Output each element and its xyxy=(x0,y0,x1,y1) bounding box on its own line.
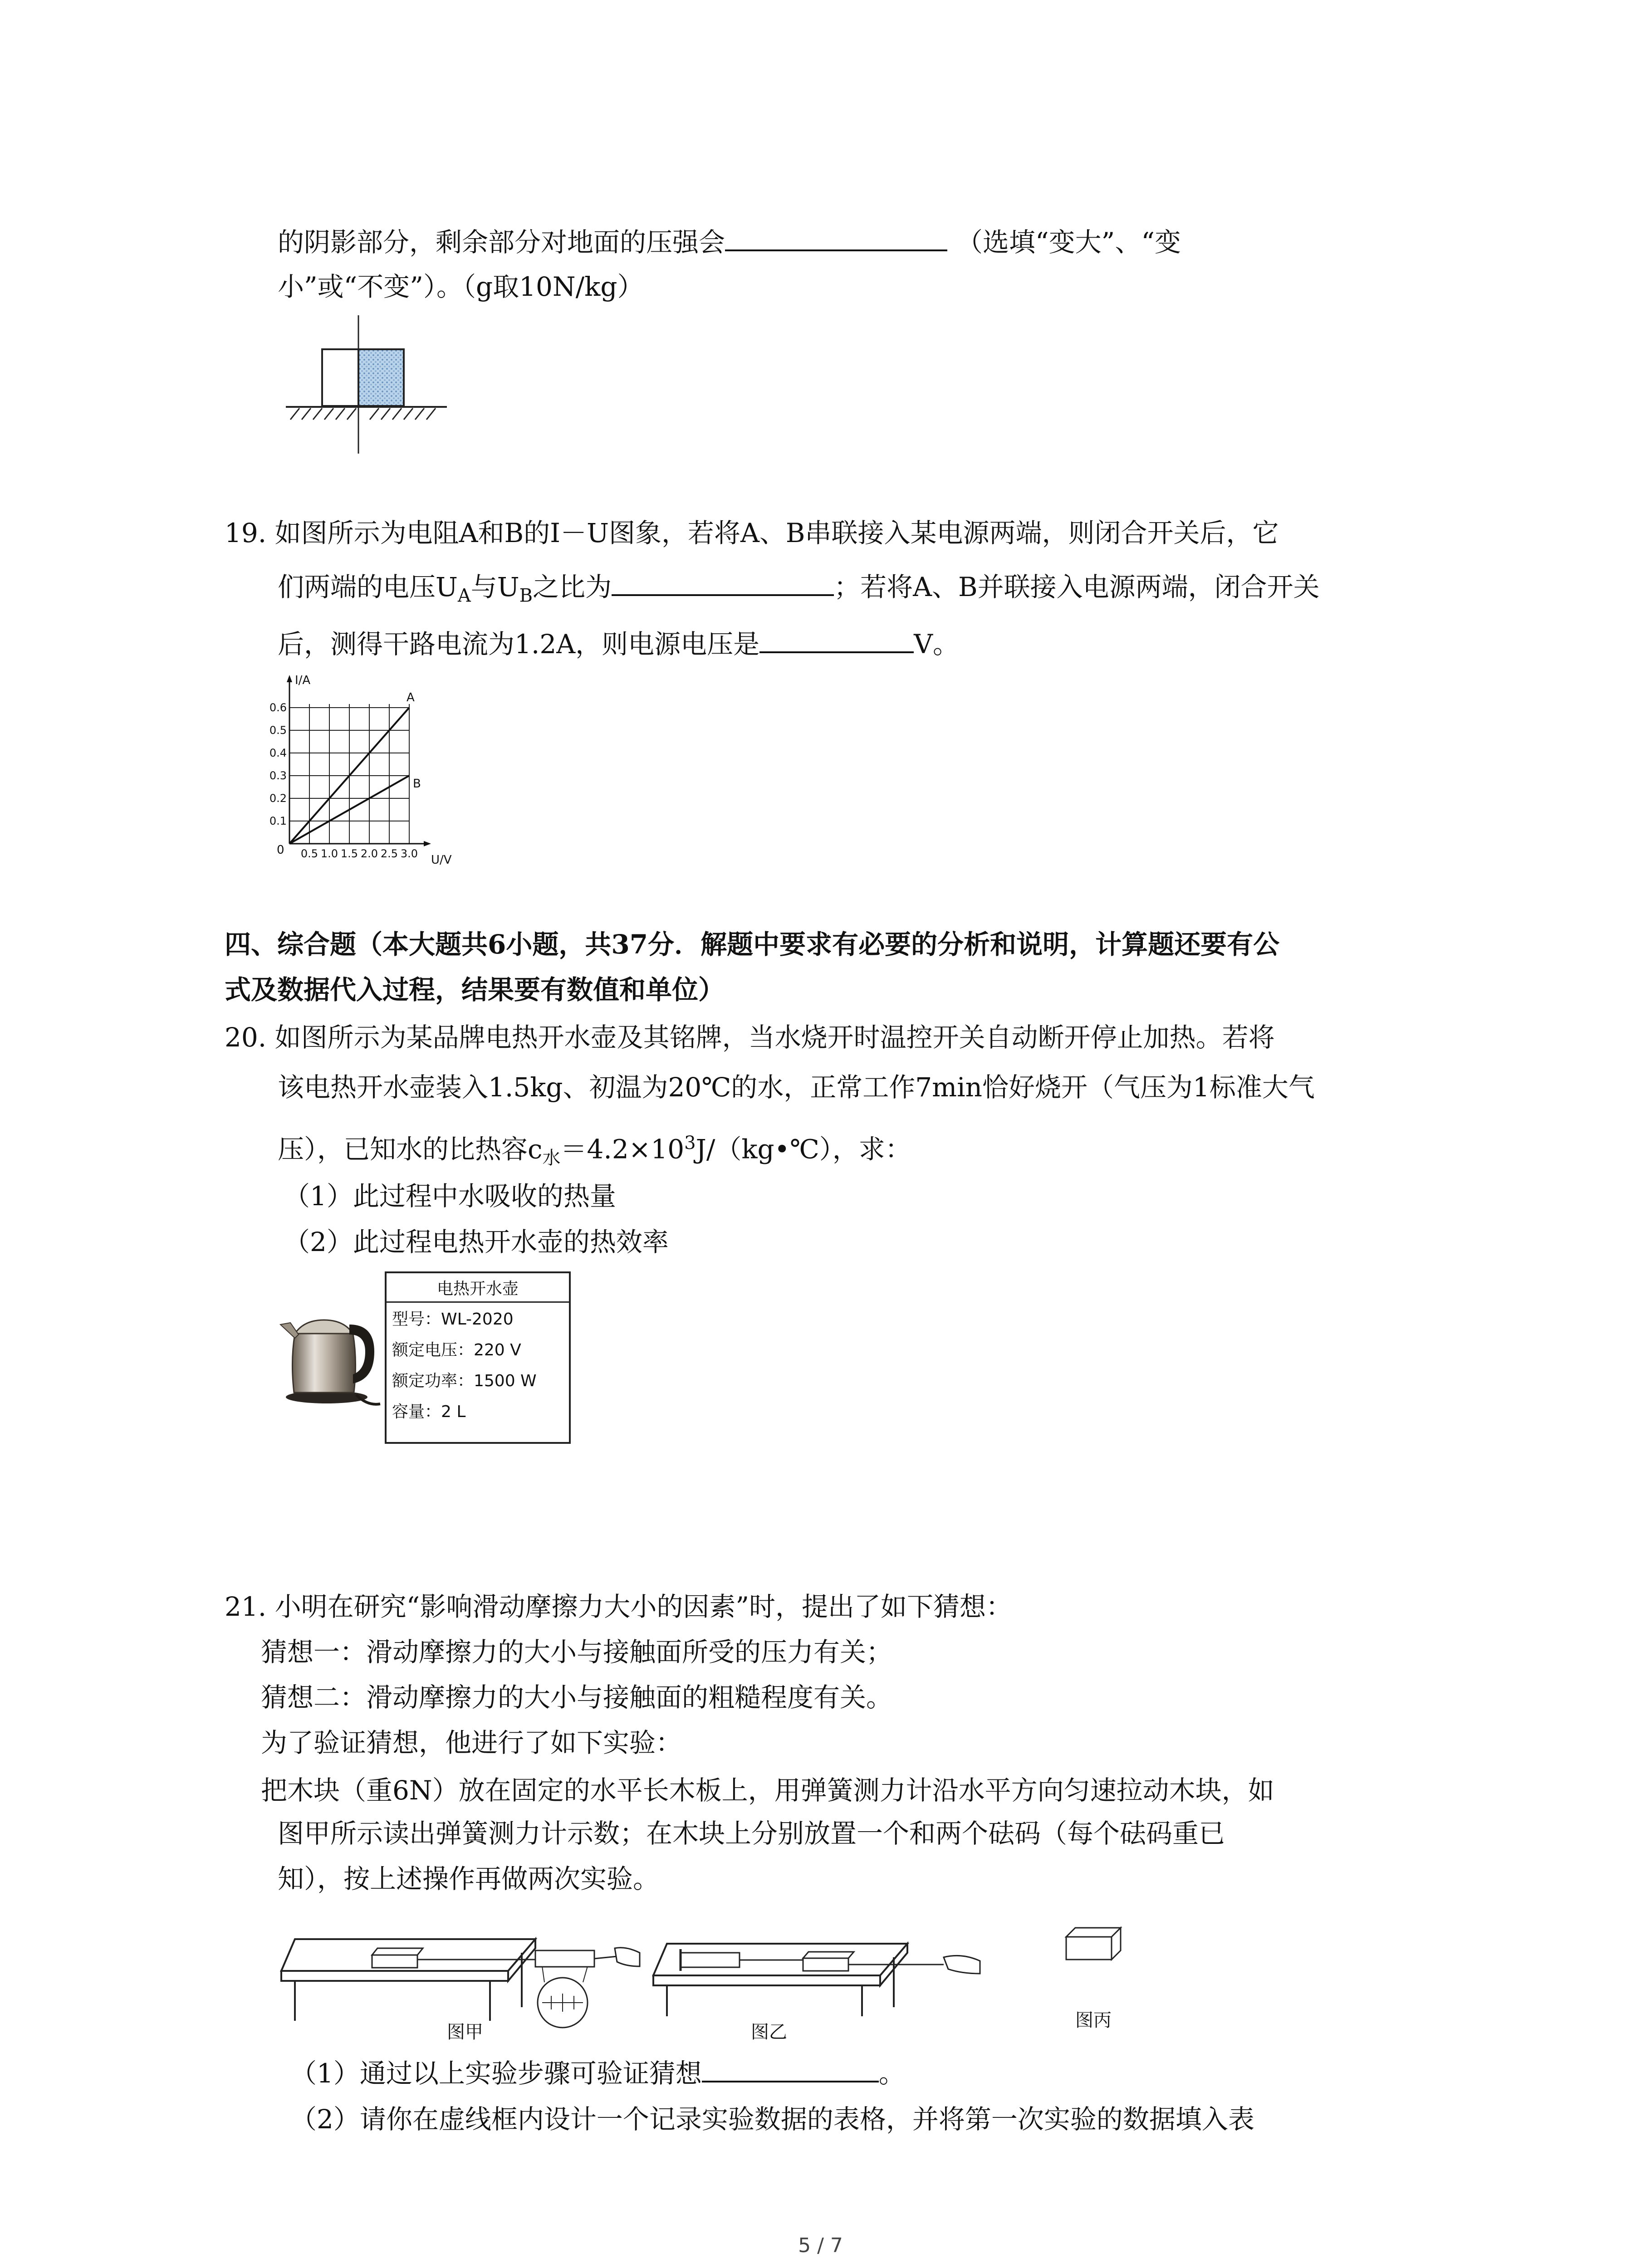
q19-xtick: 1.0 xyxy=(320,847,338,860)
experiment-figure-b xyxy=(653,1907,1007,2016)
q18-block-figure xyxy=(281,313,454,458)
q19-xtick: 3.0 xyxy=(400,847,418,860)
q19-xtick: 2.0 xyxy=(360,847,378,860)
q18-block-shaded xyxy=(358,349,404,406)
q19-voltage-blank[interactable] xyxy=(759,623,914,653)
wood-block xyxy=(372,1955,417,1968)
q21-subquestion-1: （1）通过以上实验步骤可验证猜想 。 xyxy=(290,2053,905,2092)
q21-line6: 图甲所示读出弹簧测力计示数；在木块上分别放置一个和两个砝码（每个砝码重已 xyxy=(278,1818,1225,1849)
figure-a-caption: 图甲 xyxy=(447,2022,483,2043)
q19-ylabel: I/A xyxy=(295,674,311,687)
q19-line3: 后，测得干路电流为1.2A，则电源电压是 V。 xyxy=(278,623,959,663)
q19-line1: 19. 如图所示为电阻A和B的I－U图象，若将A、B串联接入某电源两端，则闭合开关后，它 xyxy=(225,518,1279,548)
q21-line4: 为了验证猜想，他进行了如下实验： xyxy=(261,1727,682,1758)
q21-line5: 把木块（重6N）放在固定的水平长木板上，用弹簧测力计沿水平方向匀速拉动木块，如 xyxy=(261,1775,1274,1806)
q21-line1: 21. 小明在研究“影响滑动摩擦力大小的因素”时，提出了如下猜想： xyxy=(225,1591,1012,1622)
q19-ytick: 0.1 xyxy=(269,815,287,827)
nameplate-power: 额定功率：1500 W xyxy=(392,1372,537,1390)
q20-subquestion-1: （1）此过程中水吸收的热量 xyxy=(284,1181,616,1212)
q21-line3: 猜想二：滑动摩擦力的大小与接触面的粗糙程度有关。 xyxy=(261,1682,893,1713)
nameplate-title: 电热开水壶 xyxy=(387,1273,569,1303)
q18-line1: 的阴影部分，剩余部分对地面的压强会 （选填“变大”、“变 xyxy=(278,221,1181,261)
q19-ytick: 0.4 xyxy=(269,747,287,759)
q19-label-a: A xyxy=(407,691,415,704)
wood-block-b xyxy=(803,1958,848,1971)
q19-ytick: 0.3 xyxy=(269,769,287,782)
section4-heading-line2: 式及数据代入过程，结果要有数值和单位） xyxy=(225,974,725,1005)
spring-scale xyxy=(535,1950,594,1967)
q19-ytick: 0.2 xyxy=(269,792,287,805)
q20-nameplate xyxy=(385,1271,571,1444)
experiment-figure-a xyxy=(281,1903,644,2030)
q18-answer-blank[interactable] xyxy=(725,221,947,251)
q20-line2: 该电热开水壶装入1.5kg、初温为20℃的水，正常工作7min恰好烧开（气压为1标准大气 xyxy=(278,1072,1315,1103)
spring-scale-b xyxy=(681,1953,740,1967)
q19-ytick: 0.5 xyxy=(269,724,287,737)
nameplate-voltage: 额定电压：220 V xyxy=(392,1341,521,1359)
q20-line1: 20. 如图所示为某品牌电热开水壶及其铭牌，当水烧开时温控开关自动断开停止加热。若将 xyxy=(225,1022,1275,1053)
q19-iu-graph xyxy=(269,671,526,871)
q19-origin: 0 xyxy=(277,843,284,857)
q21-guess-blank[interactable] xyxy=(702,2053,879,2082)
nameplate-model: 型号：WL-2020 xyxy=(392,1310,514,1329)
page-number: 5 / 7 xyxy=(798,2234,843,2257)
q21-line2: 猜想一：滑动摩擦力的大小与接触面所受的压力有关； xyxy=(261,1637,893,1667)
q21-line7: 知），按上述操作再做两次实验。 xyxy=(278,1863,660,1894)
figure-c-caption: 图丙 xyxy=(1075,2010,1112,2031)
q19-line2: 们两端的电压$U_A$与$U_B$之比为 ；若将A、B并联接入电源两端，闭合开关 xyxy=(278,566,1320,615)
q19-xtick: 0.5 xyxy=(300,847,318,860)
q20-line3: 压），已知水的比热容$c_水=4.2\times 10^3J/(kg•℃)$，求： xyxy=(278,1133,911,1168)
q19-xlabel: U/V xyxy=(431,853,452,867)
q18-line2: 小”或“不变”）。（g取10N/kg） xyxy=(278,271,644,302)
kettle-icon xyxy=(277,1306,381,1415)
q19-label-b: B xyxy=(413,777,421,791)
q19-xtick: 2.5 xyxy=(380,847,398,860)
q19-ratio-blank[interactable] xyxy=(612,566,834,596)
q20-subquestion-2: （2）此过程电热开水壶的热效率 xyxy=(284,1227,669,1257)
section4-heading-line1: 四、综合题（本大题共6小题，共37分．解题中要求有必要的分析和说明，计算题还要有公 xyxy=(225,929,1280,960)
q21-subquestion-2: （2）请你在虚线框内设计一个记录实验数据的表格，并将第一次实验的数据填入表 xyxy=(290,2104,1254,2135)
nameplate-capacity: 容量：2 L xyxy=(392,1403,466,1421)
figure-b-caption: 图乙 xyxy=(751,2022,787,2043)
q19-ytick: 0.6 xyxy=(269,701,287,714)
q19-xtick: 1.5 xyxy=(340,847,358,860)
experiment-figure-c xyxy=(1062,1923,1130,1969)
